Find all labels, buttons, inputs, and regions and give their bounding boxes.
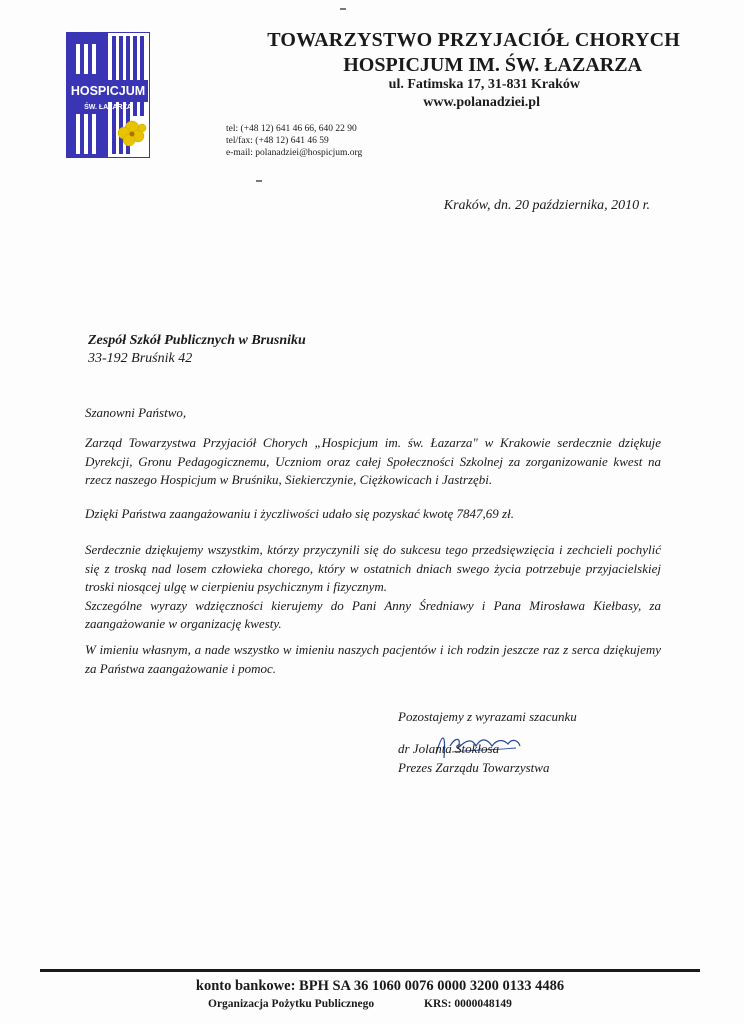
contact-email: e-mail: polanadziei@hospicjum.org <box>226 148 363 158</box>
org-website: www.polanadziei.pl <box>423 95 540 110</box>
bank-account: konto bankowe: BPH SA 36 1060 0076 0000 3200 0133 4486 <box>195 978 565 994</box>
hospice-logo <box>66 32 150 158</box>
recipient-name: Zespół Szkół Publicznych w Brusniku <box>88 333 306 348</box>
org-name-line2: HOSPICJUM IM. ŚW. ŁAZARZA <box>343 54 642 76</box>
letter-paragraph-1: Zarząd Towarzystwa Przyjaciół Chorych „Hospicjum im. św. Łazarza" w Krakowie serdecznie dziękuje Dyrekcji, Gronu Pedagogicznemu, Uczniom oraz całej Społeczności Szkolnej za zorganizowanie kwest na rzecz naszego Hospicjum w Bruśniku, Siekierczynie, Ciężkowicach i Jastrzębi. <box>85 435 661 487</box>
footer-divider <box>40 969 700 972</box>
letter-paragraph-3a: Serdecznie dziękujemy wszystkim, którzy przyczynili się do sukcesu tego przedsięwzięcia i zechcieli pochylić się z troską nad losem człowieka chorego, który w ostatnich dniach swego życia potrzebuje przyjacielskiej troski niosącej ulgę w cierpieniu psychicznym i fizycznym. <box>85 542 661 594</box>
letter-greeting: Szanowni Państwo, <box>85 405 187 420</box>
public-benefit-org: Organizacja Pożytku Publicznego <box>208 998 375 1010</box>
contact-block <box>226 123 362 159</box>
signer-title: Prezes Zarządu Towarzystwa <box>398 760 550 775</box>
svg-text:ŚW. ŁAZARZA: ŚW. ŁAZARZA <box>84 104 132 111</box>
letter-paragraph-3b: Szczególne wyrazy wdzięczności kierujemy do Pani Anny Średniawy i Pana Mirosława Kiełbasy, za zaangażowanie w organizację kwesty. <box>85 597 661 631</box>
scan-mark <box>256 180 262 182</box>
letter-paragraph-2: Dzięki Państwa zaangażowaniu i życzliwości udało się pozyskać kwotę 7847,69 zł. <box>85 506 514 521</box>
krs-number: KRS: 0000048149 <box>424 998 512 1010</box>
svg-text:HOSPICJUM: HOSPICJUM <box>70 84 146 98</box>
signer-name: dr Jolanta Stokłosa <box>398 741 500 756</box>
org-address: ul. Fatimska 17, 31-831 Kraków <box>388 77 580 92</box>
contact-telfax: tel/fax: (+48 12) 641 46 59 <box>226 136 329 146</box>
org-name-line1: TOWARZYSTWO PRZYJACIÓŁ CHORYCH <box>267 29 680 51</box>
letter-paragraph-3 <box>85 541 661 634</box>
scan-mark <box>340 8 346 10</box>
recipient-address: 33-192 Bruśnik 42 <box>88 351 193 366</box>
letter-date: Kraków, dn. 20 października, 2010 r. <box>443 198 650 213</box>
letter-closing: Pozostajemy z wyrazami szacunku <box>398 709 577 724</box>
letter-paragraph-4: W imieniu własnym, a nade wszystko w imieniu naszych pacjentów i ich rodzin jeszcze raz z serca dziękujemy za Państwa zaangażowanie i pomoc. <box>85 642 661 676</box>
contact-tel: tel: (+48 12) 641 46 66, 640 22 90 <box>226 124 357 134</box>
hospice-logo-graphic <box>66 32 150 158</box>
